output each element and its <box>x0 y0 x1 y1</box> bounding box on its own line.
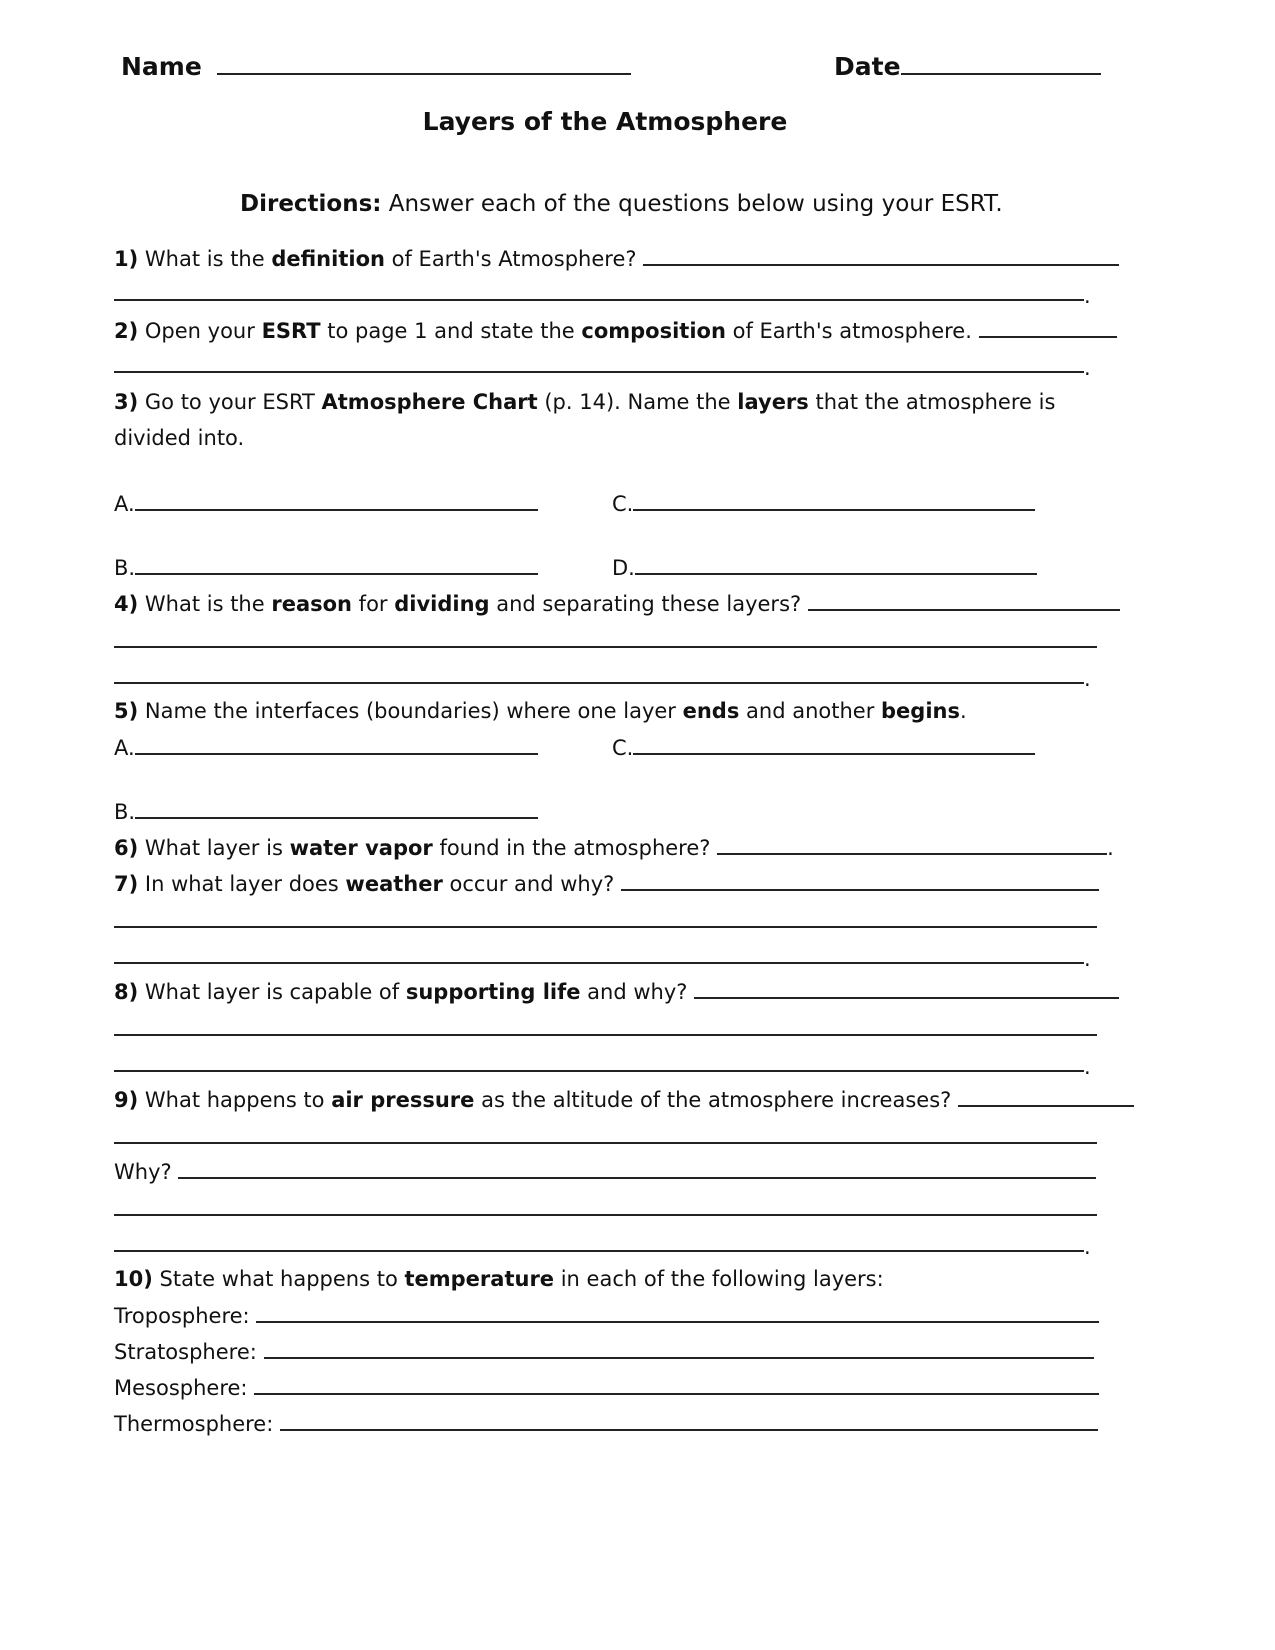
question-number: 1) <box>114 247 139 271</box>
question-text: State what happens to <box>152 1267 405 1291</box>
answer-blank[interactable] <box>135 490 538 511</box>
answer-blank[interactable] <box>178 1158 1096 1179</box>
answer-blank[interactable] <box>958 1086 1134 1107</box>
layer-label: Stratosphere: <box>114 1340 264 1364</box>
answer-line[interactable] <box>114 682 1084 684</box>
thermosphere-row[interactable] <box>114 1410 1098 1437</box>
question-text: . <box>959 699 967 723</box>
interface-a[interactable] <box>114 734 538 761</box>
why-prompt <box>114 1158 1096 1185</box>
question-text: What happens to <box>138 1088 332 1112</box>
question-number: 6) <box>114 836 139 860</box>
question-4 <box>114 590 1120 617</box>
name-label: Name <box>121 52 202 81</box>
question-number: 10) <box>114 1267 153 1291</box>
why-label: Why? <box>114 1160 179 1184</box>
question-keyword: Atmosphere Chart <box>321 390 538 414</box>
question-6 <box>114 834 1114 861</box>
answer-line[interactable] <box>114 299 1084 301</box>
question-5 <box>114 698 967 724</box>
answer-line[interactable] <box>114 962 1084 964</box>
question-text: What is the <box>138 247 272 271</box>
question-keyword: water vapor <box>289 836 433 860</box>
directions <box>240 191 1003 217</box>
question-2 <box>114 317 1117 344</box>
answer-blank[interactable] <box>808 590 1120 611</box>
question-text: What layer is capable of <box>138 980 406 1004</box>
question-8 <box>114 978 1119 1005</box>
question-text: In what layer does <box>138 872 346 896</box>
answer-line[interactable] <box>114 1142 1097 1144</box>
question-3-line2: divided into. <box>114 426 245 450</box>
question-1 <box>114 245 1119 272</box>
period: . <box>1084 356 1091 380</box>
question-text: and why? <box>580 980 695 1004</box>
question-text: and separating these layers? <box>489 592 808 616</box>
layer-a[interactable] <box>114 490 538 517</box>
layer-label: Mesosphere: <box>114 1376 255 1400</box>
directions-text: Answer each of the questions below using your ESRT. <box>381 191 1003 217</box>
answer-blank[interactable] <box>643 245 1119 266</box>
answer-blank[interactable] <box>694 978 1119 999</box>
question-text: occur and why? <box>442 872 621 896</box>
answer-blank[interactable] <box>135 554 538 575</box>
date-blank[interactable] <box>901 54 1101 75</box>
option-label: C. <box>612 492 634 516</box>
answer-line[interactable] <box>114 1250 1084 1252</box>
question-keyword: layers <box>737 390 809 414</box>
answer-line[interactable] <box>114 371 1084 373</box>
option-label: B. <box>114 800 136 824</box>
answer-blank[interactable] <box>633 490 1035 511</box>
name-field[interactable] <box>121 52 631 82</box>
option-label: B. <box>114 556 136 580</box>
answer-blank[interactable] <box>135 798 538 819</box>
question-keyword: definition <box>271 247 385 271</box>
question-7 <box>114 870 1099 897</box>
layer-c[interactable] <box>612 490 1035 517</box>
question-text: that the atmosphere is <box>808 390 1056 414</box>
answer-line[interactable] <box>114 926 1097 928</box>
answer-blank[interactable] <box>633 734 1035 755</box>
question-keyword: dividing <box>394 592 490 616</box>
question-text: and another <box>739 699 882 723</box>
question-text: found in the atmosphere? <box>432 836 718 860</box>
question-text: (p. 14). Name the <box>537 390 738 414</box>
period: . <box>1084 1235 1091 1259</box>
question-keyword: ESRT <box>261 319 321 343</box>
question-keyword: ends <box>682 699 740 723</box>
answer-line[interactable] <box>114 646 1097 648</box>
period: . <box>1084 947 1091 971</box>
question-keyword: supporting life <box>405 980 581 1004</box>
layer-b[interactable] <box>114 554 538 581</box>
question-text: Go to your ESRT <box>138 390 322 414</box>
question-text: as the altitude of the atmosphere increases? <box>474 1088 958 1112</box>
date-label: Date <box>834 52 901 81</box>
interface-c[interactable] <box>612 734 1035 761</box>
question-text: in each of the following layers: <box>554 1267 884 1291</box>
question-text: to page 1 and state the <box>320 319 582 343</box>
directions-label: Directions: <box>240 191 382 217</box>
question-text: Open your <box>138 319 262 343</box>
answer-line[interactable] <box>114 1034 1097 1036</box>
question-keyword: weather <box>345 872 443 896</box>
question-text: What is the <box>138 592 272 616</box>
period: . <box>1084 284 1091 308</box>
answer-blank[interactable] <box>256 1302 1099 1323</box>
question-number: 7) <box>114 872 139 896</box>
question-text: of Earth's atmosphere. <box>725 319 979 343</box>
question-number: 9) <box>114 1088 139 1112</box>
answer-blank[interactable] <box>717 834 1107 855</box>
date-field[interactable] <box>834 52 1101 82</box>
option-label: D. <box>612 556 635 580</box>
answer-blank[interactable] <box>621 870 1099 891</box>
answer-line[interactable] <box>114 1070 1084 1072</box>
answer-blank[interactable] <box>264 1338 1094 1359</box>
question-keyword: air pressure <box>331 1088 475 1112</box>
layer-label: Thermosphere: <box>114 1412 280 1436</box>
question-number: 4) <box>114 592 139 616</box>
option-label: A. <box>114 736 135 760</box>
option-label: A. <box>114 492 135 516</box>
question-number: 2) <box>114 319 139 343</box>
question-number: 5) <box>114 699 139 723</box>
question-number: 3) <box>114 390 139 414</box>
page-title: Layers of the Atmosphere <box>422 107 788 136</box>
period: . <box>1084 1055 1091 1079</box>
period: . <box>1107 836 1114 860</box>
question-text: What layer is <box>138 836 290 860</box>
interface-b[interactable] <box>114 798 538 825</box>
question-9 <box>114 1086 1134 1113</box>
layer-d[interactable] <box>612 554 1037 581</box>
troposphere-row[interactable] <box>114 1302 1099 1329</box>
question-3 <box>114 389 1055 415</box>
question-keyword: composition <box>581 319 726 343</box>
answer-blank[interactable] <box>254 1374 1099 1395</box>
name-blank[interactable] <box>217 54 631 75</box>
answer-blank[interactable] <box>135 734 538 755</box>
question-number: 8) <box>114 980 139 1004</box>
period: . <box>1084 667 1091 691</box>
question-text: of Earth's Atmosphere? <box>384 247 644 271</box>
question-10 <box>114 1266 884 1292</box>
question-text: Name the interfaces (boundaries) where one layer <box>138 699 683 723</box>
answer-line[interactable] <box>114 1214 1097 1216</box>
option-label: C. <box>612 736 634 760</box>
answer-blank[interactable] <box>635 554 1037 575</box>
answer-blank[interactable] <box>280 1410 1098 1431</box>
question-keyword: reason <box>271 592 352 616</box>
question-keyword: begins <box>881 699 960 723</box>
question-keyword: temperature <box>404 1267 555 1291</box>
mesosphere-row[interactable] <box>114 1374 1099 1401</box>
question-text: for <box>352 592 395 616</box>
stratosphere-row[interactable] <box>114 1338 1094 1365</box>
answer-blank[interactable] <box>979 317 1117 338</box>
layer-label: Troposphere: <box>114 1304 257 1328</box>
